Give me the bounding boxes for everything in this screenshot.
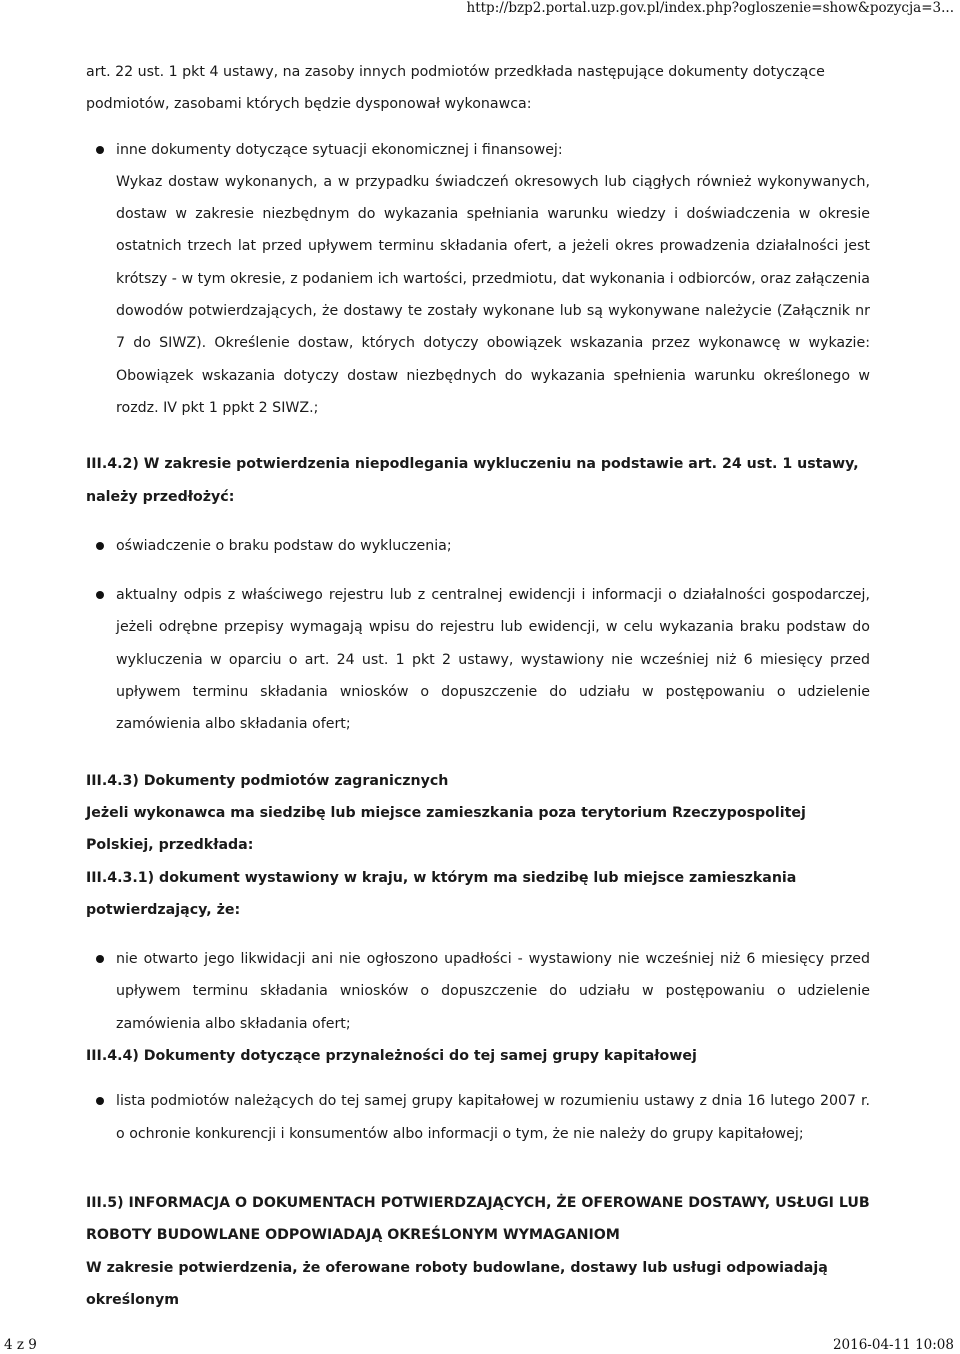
list-item [86, 579, 870, 740]
list-item-text: lista podmiotów należących do tej samej grupy kapitałowej w rozumieniu ustawy z dnia 16 lutego 2007 r. o ochronie konkurencji i konsumentów albo informacji o tym, że nie należy do grupy kapitałowej; [116, 1093, 870, 1142]
section-heading-3-4-4: III.4.4) Dokumenty dotyczące przynależności do tej samej grupy kapitałowej [86, 1048, 697, 1065]
list-item-body: Wykaz dostaw wykonanych, a w przypadku świadczeń okresowych lub ciągłych również wykonywanych, dostaw w zakresie niezbędnym do wykazania spełniania warunku wiedzy i doświadczenia w okresie ostatnich trzech lat przed upływem terminu składania ofert, a jeżeli okres prowadzenia działalności jest krótszy - w tym okresie, z podaniem ich wartości, przedmiotu, dat wykonania i odbiorców, oraz załączenia dowodów potwierdzających, że dostawy te zostały wykonane lub są wykonywane należycie (Załącznik nr 7 do SIWZ). Określenie dostaw, których dotyczy obowiązek wskazania przez wykonawcę w wykazie: Obowiązek wskazania dotyczy dostaw niezbędnych do wykazania spełnienia warunku określonego w rozdz. IV pkt 1 ppkt 2 SIWZ.; [116, 173, 870, 416]
bullet-icon [96, 955, 104, 963]
capital-group-documents-list [86, 1085, 870, 1150]
list-item-title: inne dokumenty dotyczące sytuacji ekonomicznej i finansowej: [116, 141, 563, 158]
section-heading-3-4-2: III.4.2) W zakresie potwierdzenia niepodlegania wykluczeniu na podstawie art. 24 ust. 1 ustawy, należy przedłożyć: [86, 456, 859, 505]
exclusion-documents-list [86, 530, 870, 741]
document-content [86, 56, 870, 1316]
list-item [86, 134, 870, 425]
page-number: 4 z 9 [4, 1337, 37, 1353]
bullet-icon [96, 591, 104, 599]
list-item-text: oświadczenie o braku podstaw do wykluczenia; [116, 537, 452, 554]
list-item [86, 530, 870, 562]
section-subheading-3-5: W zakresie potwierdzenia, że oferowane roboty budowlane, dostawy lub usługi odpowiadają określonym [86, 1259, 828, 1308]
section-heading-3-4-3: III.4.3) Dokumenty podmiotów zagranicznych [86, 772, 449, 789]
print-header-url: http://bzp2.portal.uzp.gov.pl/index.php?ogloszenie=show&pozycja=3... [466, 0, 954, 16]
list-item-text: nie otwarto jego likwidacji ani nie ogłoszono upadłości - wystawiony nie wcześniej niż 6 miesięcy przed upływem terminu składania wniosków o dopuszczenie do udziału w postępowaniu o udzielenie zamówienia albo składania ofert; [116, 951, 870, 1032]
list-item-text: aktualny odpis z właściwego rejestru lub z centralnej ewidencji i informacji o działalności gospodarczej, jeżeli odrębne przepisy wymagają wpisu do rejestru lub ewidencji, w celu wykazania braku podstaw do wykluczenia w oparciu o art. 24 ust. 1 pkt 2 ustawy, wystawiony nie wcześniej niż 6 miesięcy przed upływem terminu składania wniosków o dopuszczenie do udziału w postępowaniu o udzielenie zamówienia albo składania ofert; [116, 587, 870, 733]
print-datetime: 2016-04-11 10:08 [832, 1337, 954, 1353]
bullet-icon [96, 146, 104, 154]
intro-paragraph: art. 22 ust. 1 pkt 4 ustawy, na zasoby innych podmiotów przedkłada następujące dokumenty dotyczące podmiotów, zasobami których będzie dysponował wykonawca: [86, 64, 825, 113]
bullet-icon [96, 542, 104, 550]
section-heading-3-4-3-1: III.4.3.1) dokument wystawiony w kraju, w którym ma siedzibę lub miejsce zamieszkania potwierdzający, że: [86, 869, 797, 918]
bullet-icon [96, 1097, 104, 1105]
financial-documents-list [86, 134, 870, 425]
list-item [86, 943, 870, 1040]
section-heading-3-5: III.5) INFORMACJA O DOKUMENTACH POTWIERDZAJĄCYCH, ŻE OFEROWANE DOSTAWY, USŁUGI LUB ROBOTY BUDOWLANE ODPOWIADAJĄ OKREŚLONYM WYMAGANIOM [86, 1194, 870, 1244]
foreign-documents-list [86, 943, 870, 1040]
section-subheading-3-4-3: Jeżeli wykonawca ma siedzibę lub miejsce zamieszkania poza terytorium Rzeczypospolitej Polskiej, przedkłada: [86, 804, 806, 854]
list-item [86, 1085, 870, 1150]
